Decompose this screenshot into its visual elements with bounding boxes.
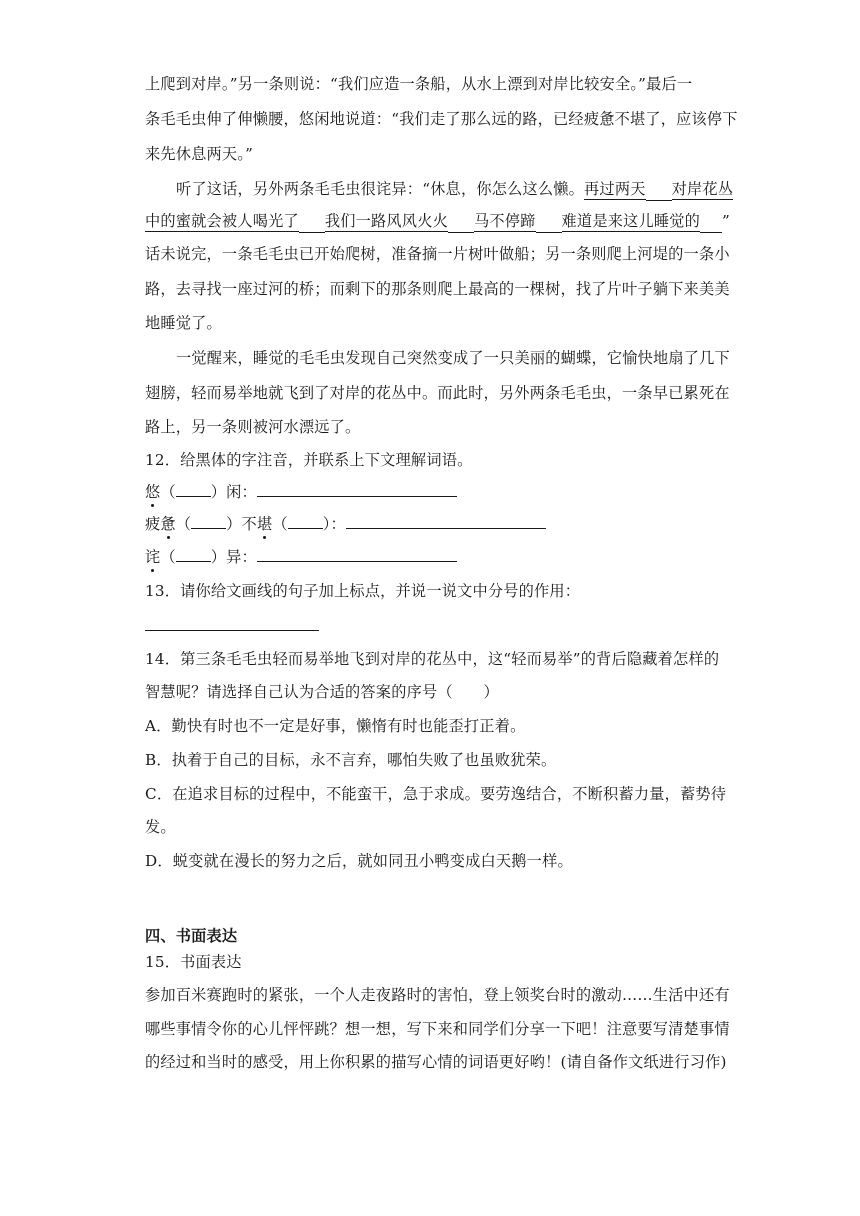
option-b: B．执着于自己的目标，永不言弃，哪怕失败了也虽败犹荣。	[145, 751, 557, 769]
passage-line	[176, 179, 734, 201]
pinyin-blank[interactable]	[176, 482, 211, 497]
question-12-stem: 12．给黑体的字注音，并联系上下文理解词语。	[145, 451, 473, 469]
question-15-text: 参加百米赛跑时的紧张，一个人走夜路时的害怕，登上领奖台时的激动……生活中还有	[145, 986, 730, 1004]
dotted-char: 诧	[145, 548, 161, 566]
question-13-stem: 13．请你给文画线的句子加上标点，并说一说文中分号的作用：	[145, 582, 581, 600]
paren: ）异：	[210, 548, 257, 566]
underlined-sentence-part: 难道是来这儿睡觉的	[561, 212, 701, 230]
option-d: D．蜕变就在漫长的努力之后，就如同丑小鸭变成白天鹅一样。	[145, 852, 573, 870]
char: ）不	[226, 515, 257, 533]
question-12-item-2	[145, 514, 715, 534]
passage-line: 条毛毛虫伸了伸懒腰，悠闲地说道：“我们走了那么远的路，已经疲惫不堪了，应该停下	[145, 110, 738, 128]
passage-line: 地睡觉了。	[145, 314, 222, 332]
paren: （	[272, 515, 288, 533]
paren: ）闲：	[210, 483, 257, 501]
paren: （	[160, 548, 176, 566]
pinyin-blank[interactable]	[191, 514, 226, 529]
underline-gap	[448, 211, 474, 233]
question-12-item-3	[145, 547, 715, 567]
option-c: C．在追求目标的过程中，不能蛮干，急于求成。要劳逸结合，不断积蓄力量，蓄势待	[145, 785, 727, 803]
meaning-blank[interactable]	[257, 547, 457, 562]
passage-text: 听了这话，另外两条毛毛虫很诧异：“休息，你怎么这么懒。	[176, 180, 585, 198]
question-15-text: 哪些事情令你的心儿怦怦跳？想一想，写下来和同学们分享一下吧！注意要写清楚事情	[145, 1020, 730, 1038]
pinyin-blank[interactable]	[288, 514, 323, 529]
option-a: A．勤快有时也不一定是好事，懒惰有时也能歪打正着。	[145, 717, 526, 735]
question-14-stem: 14．第三条毛毛虫轻而易举地飞到对岸的花丛中，这“轻而易举”的背后隐藏着怎样的	[145, 650, 720, 668]
dotted-char: 悠	[145, 483, 161, 501]
passage-line: 翅膀，轻而易举地就飞到了对岸的花丛中。而此时，另外两条毛毛虫，一条早已累死在	[145, 384, 730, 402]
meaning-blank[interactable]	[346, 514, 546, 529]
passage-line: 来先休息两天。”	[145, 145, 254, 163]
underline-gap	[299, 211, 325, 233]
underline-gap	[646, 179, 672, 201]
underline-gap	[536, 211, 562, 233]
underlined-sentence-part: 我们一路风风火火	[324, 212, 448, 230]
underlined-sentence-part: 马不停蹄	[473, 212, 536, 230]
section-title: 四、书面表达	[145, 927, 238, 945]
passage-text: ”	[722, 212, 731, 230]
passage-line: 路上，另一条则被河水漂远了。	[145, 418, 361, 436]
underlined-sentence-part: 对岸花丛	[671, 180, 734, 198]
passage-line: 话未说完，一条毛毛虫已开始爬树，准备摘一片树叶做船；另一条则爬上河堤的一条小	[145, 245, 730, 263]
pinyin-blank[interactable]	[176, 547, 211, 562]
option-c: 发。	[145, 818, 176, 836]
underlined-sentence-part: 中的蜜就会被人喝光了	[145, 212, 299, 230]
meaning-blank[interactable]	[257, 482, 457, 497]
underlined-sentence-part: 再过两天	[584, 180, 646, 198]
passage-line: 上爬到对岸。”另一条则说：“我们应造一条船，从水上漂到对岸比较安全。”最后一	[145, 75, 693, 93]
paren: ）：	[322, 515, 346, 533]
question-12-item-1	[145, 482, 715, 502]
question-15-title: 15．书面表达	[145, 953, 242, 971]
paren: （	[175, 515, 192, 533]
paren: （	[160, 483, 176, 501]
question-15-text: 的经过和当时的感受，用上你积累的描写心情的词语更好哟！(请自备作文纸进行习作)	[145, 1053, 727, 1071]
dotted-char: 堪	[256, 515, 273, 533]
question-14-stem: 智慧呢？请选择自己认为合适的答案的序号（ ）	[145, 683, 499, 701]
underline-gap	[700, 211, 722, 233]
answer-blank-line[interactable]	[145, 630, 319, 631]
passage-line: 路，去寻找一座过河的桥；而剩下的那条则爬上最高的一棵树，找了片叶子躺下来美美	[145, 280, 730, 298]
passage-line	[145, 211, 731, 233]
passage-line: 一觉醒来，睡觉的毛毛虫发现自己突然变成了一只美丽的蝴蝶，它愉快地扇了几下	[176, 349, 730, 367]
dotted-char: 惫	[160, 515, 176, 533]
char: 疲	[145, 515, 161, 533]
